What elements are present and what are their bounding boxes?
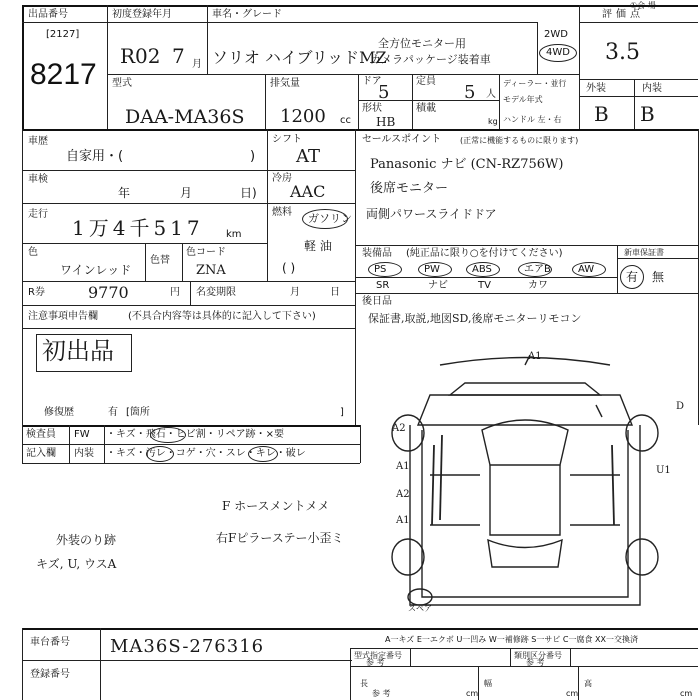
- inspector-label: 検査員: [26, 429, 56, 440]
- repair-yes: 有: [108, 407, 118, 418]
- modelyear-label: モデル年式: [503, 95, 543, 104]
- type-label: 型式指定番号: [354, 651, 402, 660]
- ref2: 参 考: [526, 658, 545, 667]
- chassis-value: MA36S-276316: [110, 636, 265, 657]
- fw-row: ・キズ・飛石・ヒビ割・リペア跡・×要: [106, 429, 284, 440]
- divider: [207, 5, 208, 74]
- interior-label: 内装: [74, 448, 94, 459]
- ref-len: 参 考: [372, 689, 391, 698]
- expiry-month: 月: [290, 287, 300, 298]
- divider: [570, 648, 571, 666]
- notes-label: 注意事項申告欄: [28, 311, 98, 322]
- equip-item: SR: [376, 280, 390, 291]
- after-label: 後日品: [362, 296, 392, 307]
- divider: [579, 79, 698, 80]
- colorcode-label: 色コード: [186, 247, 226, 258]
- colorcode-value: ZNA: [196, 263, 226, 278]
- cat-label: 類別区分番号: [514, 651, 562, 660]
- lot-label: 出品番号: [28, 9, 68, 20]
- selling-line3: 両側パワースライドドア: [366, 207, 497, 221]
- equip-item: カワ: [528, 280, 548, 291]
- mark-circle: [150, 427, 186, 443]
- door-label: ドア: [362, 76, 382, 87]
- divider: [350, 648, 698, 649]
- divider: [100, 628, 101, 700]
- damage-mark: A2: [396, 489, 410, 500]
- door-value: 5: [378, 82, 390, 103]
- damage-mark: A1: [528, 351, 542, 362]
- ac-value: AAC: [290, 182, 326, 201]
- repair-label: 修復歴: [44, 407, 74, 418]
- reg-year: R02: [120, 44, 161, 68]
- cm-3: cm: [680, 689, 693, 698]
- divider: [355, 245, 698, 246]
- score-value: 3.5: [605, 40, 640, 65]
- inspection-label: 車検: [28, 174, 48, 185]
- chassis-label: 車台番号: [30, 637, 70, 648]
- selling-line1: Panasonic ナビ (CN-RZ756W): [370, 157, 564, 172]
- drive-2wd: 2WD: [544, 29, 568, 40]
- divider: [107, 22, 537, 23]
- model-value: DAA-MA36S: [125, 106, 245, 128]
- reg-number-label: 登録番号: [30, 669, 70, 680]
- cm-1: cm: [466, 689, 479, 698]
- ac-label: 冷房: [272, 173, 292, 184]
- day-unit: 日): [240, 186, 257, 200]
- expiry-label: 名変期限: [196, 287, 236, 298]
- color-label: 色: [28, 247, 38, 258]
- fuel-value: ガソリン: [308, 212, 352, 225]
- divider: [410, 648, 411, 666]
- damage-mark: D: [676, 401, 685, 412]
- disp-label: 排気量: [270, 78, 300, 89]
- equip-item: ナビ: [428, 280, 448, 291]
- shift-value: AT: [296, 146, 321, 167]
- divider: [350, 648, 351, 700]
- hand-note4: キズ, U, ウスA: [36, 557, 117, 571]
- mileage-unit: km: [226, 229, 242, 240]
- fuel-paren: ( ): [282, 261, 296, 275]
- divider: [22, 203, 355, 204]
- corner-note: ①会 場: [630, 1, 656, 10]
- fuel-label: 燃料: [272, 207, 292, 218]
- after-value: 保証書,取説,地図SD,後席モニターリモコン: [368, 312, 582, 325]
- damage-mark: A1: [396, 515, 410, 526]
- selling-line2: 後席モニター: [370, 181, 449, 196]
- dealer-label: ディーラー・並行: [503, 79, 567, 88]
- selling-note: (正常に機能するものに限ります): [460, 136, 579, 145]
- frame-left: [22, 5, 24, 129]
- divider: [579, 22, 698, 23]
- equip-note: (純正品に限り○を付けてください): [406, 248, 563, 259]
- month-unit: 月: [180, 186, 193, 200]
- equip-item: PS: [374, 264, 387, 275]
- divider: [22, 281, 355, 282]
- history-label: 車歴: [28, 136, 48, 147]
- divider: [355, 277, 617, 278]
- int-value: B: [640, 102, 655, 126]
- expiry-day: 日: [330, 287, 340, 298]
- first-listing: 初出品: [42, 337, 114, 365]
- name-label: 車名・グレード: [212, 9, 282, 20]
- mileage-label: 走行: [28, 209, 48, 220]
- drive-4wd: 4WD: [546, 47, 570, 58]
- warranty-no: 無: [652, 270, 665, 284]
- load-unit: kg: [488, 117, 498, 126]
- cap-value: 5: [464, 82, 476, 103]
- damage-legend: A一キズ E一エクボ U一凹み W一補修跡 S一サビ C一腐食 XX一交換済: [385, 635, 639, 644]
- divider: [22, 628, 23, 700]
- lot-sub: [2127]: [46, 29, 80, 40]
- equip-item: エアB: [524, 264, 551, 275]
- divider: [634, 79, 635, 129]
- lot-number: 8217: [30, 58, 97, 91]
- shape-label: 形状: [362, 103, 382, 114]
- notes-sub: (不具合内容等は具体的に記入して下さい): [128, 311, 316, 322]
- divider: [190, 281, 191, 305]
- tax-unit: 円: [170, 287, 180, 298]
- section-divider: [22, 425, 360, 427]
- shape-value: HB: [376, 115, 396, 129]
- equip-item: TV: [478, 280, 491, 291]
- divider: [265, 74, 266, 129]
- wid-label: 幅: [484, 679, 492, 688]
- divider: [499, 74, 500, 129]
- name-value: ソリオ ハイブリッドMZ: [212, 48, 387, 67]
- divider: [22, 660, 352, 661]
- spare-label: スペア: [408, 604, 432, 613]
- car-diagram: [370, 335, 690, 615]
- damage-mark: A2: [392, 423, 406, 434]
- history-close: ): [250, 149, 256, 164]
- warranty-yes: 有: [626, 270, 639, 284]
- tax-label: R券: [28, 287, 45, 298]
- divider: [360, 425, 361, 463]
- ref1: 参 考: [366, 658, 385, 667]
- tax-value: 9770: [88, 283, 129, 302]
- history-value: 自家用・(: [66, 149, 124, 164]
- interior-row: ・キズ・汚レ・コゲ・穴・スレ・キレ・破レ: [106, 448, 306, 459]
- disp-value: 1200: [280, 106, 326, 127]
- hand-note3: 外装のり跡: [56, 533, 117, 547]
- model-label: 型式: [112, 78, 132, 89]
- divider: [358, 74, 359, 129]
- mark-circle: [248, 446, 278, 462]
- divider: [22, 444, 360, 445]
- divider: [267, 170, 355, 171]
- divider: [22, 129, 23, 425]
- section-divider: [22, 129, 698, 131]
- divider: [579, 96, 698, 97]
- score-label: 評価点: [602, 9, 644, 20]
- repaint-label: 色替: [150, 255, 170, 266]
- fw-label: FW: [74, 429, 90, 440]
- fuel-alt: 軽 油: [304, 239, 332, 253]
- equip-item: AW: [578, 264, 595, 275]
- handle-label: ハンドル 左・右: [503, 115, 562, 124]
- divider: [22, 305, 355, 306]
- reg-month: 7: [172, 44, 185, 68]
- equip-item: ABS: [472, 264, 492, 275]
- divider: [617, 258, 698, 259]
- frame-top: [22, 5, 698, 7]
- divider: [579, 5, 580, 129]
- damage-mark: A1: [396, 461, 410, 472]
- selling-label: セールスポイント: [362, 134, 442, 145]
- cap-unit: 人: [486, 89, 496, 100]
- divider: [145, 243, 146, 281]
- shift-label: シフト: [272, 134, 302, 145]
- ext-value: B: [594, 102, 609, 126]
- hand-note2: 右Fピラーステー小歪ミ: [216, 531, 344, 545]
- len-label: 長: [360, 679, 368, 688]
- divider: [267, 129, 268, 281]
- ext-label: 外装: [586, 83, 606, 94]
- divider: [355, 293, 698, 294]
- hei-label: 高: [584, 679, 592, 688]
- year-unit: 年: [118, 186, 131, 200]
- divider: [510, 648, 511, 666]
- name-note1: 全方位モニター用: [378, 37, 466, 50]
- equip-label: 装備品: [362, 248, 392, 259]
- divider: [22, 328, 355, 329]
- warranty-label: 新車保証書: [624, 248, 664, 257]
- equip-item: PW: [424, 264, 440, 275]
- name-note2: カメラパッケージ装着車: [370, 53, 491, 66]
- mileage-value: 1万4千517: [72, 216, 204, 240]
- damage-mark: U1: [656, 465, 671, 476]
- hand-note1: F ホースメントメメ: [222, 499, 330, 513]
- section-divider: [22, 628, 698, 630]
- color-value: ワインレッド: [60, 263, 132, 277]
- divider: [537, 22, 538, 74]
- divider: [698, 129, 699, 425]
- reg-month-unit: 月: [192, 59, 202, 70]
- mark-circle: [146, 446, 174, 462]
- reg-label: 初度登録年月: [112, 9, 172, 20]
- cap-label: 定員: [416, 76, 436, 87]
- repair-place: [箇所: [126, 407, 150, 418]
- cm-2: cm: [566, 689, 579, 698]
- recorder-label: 記入欄: [26, 448, 56, 459]
- repair-close: ]: [340, 407, 344, 418]
- divider: [22, 22, 107, 23]
- divider: [22, 463, 360, 464]
- divider: [350, 666, 698, 667]
- divider: [107, 74, 579, 75]
- divider: [107, 5, 108, 129]
- int-label: 内装: [642, 83, 662, 94]
- divider: [617, 245, 618, 293]
- divider: [182, 243, 183, 281]
- divider: [412, 74, 413, 129]
- load-label: 積載: [416, 103, 436, 114]
- disp-unit: cc: [340, 115, 351, 126]
